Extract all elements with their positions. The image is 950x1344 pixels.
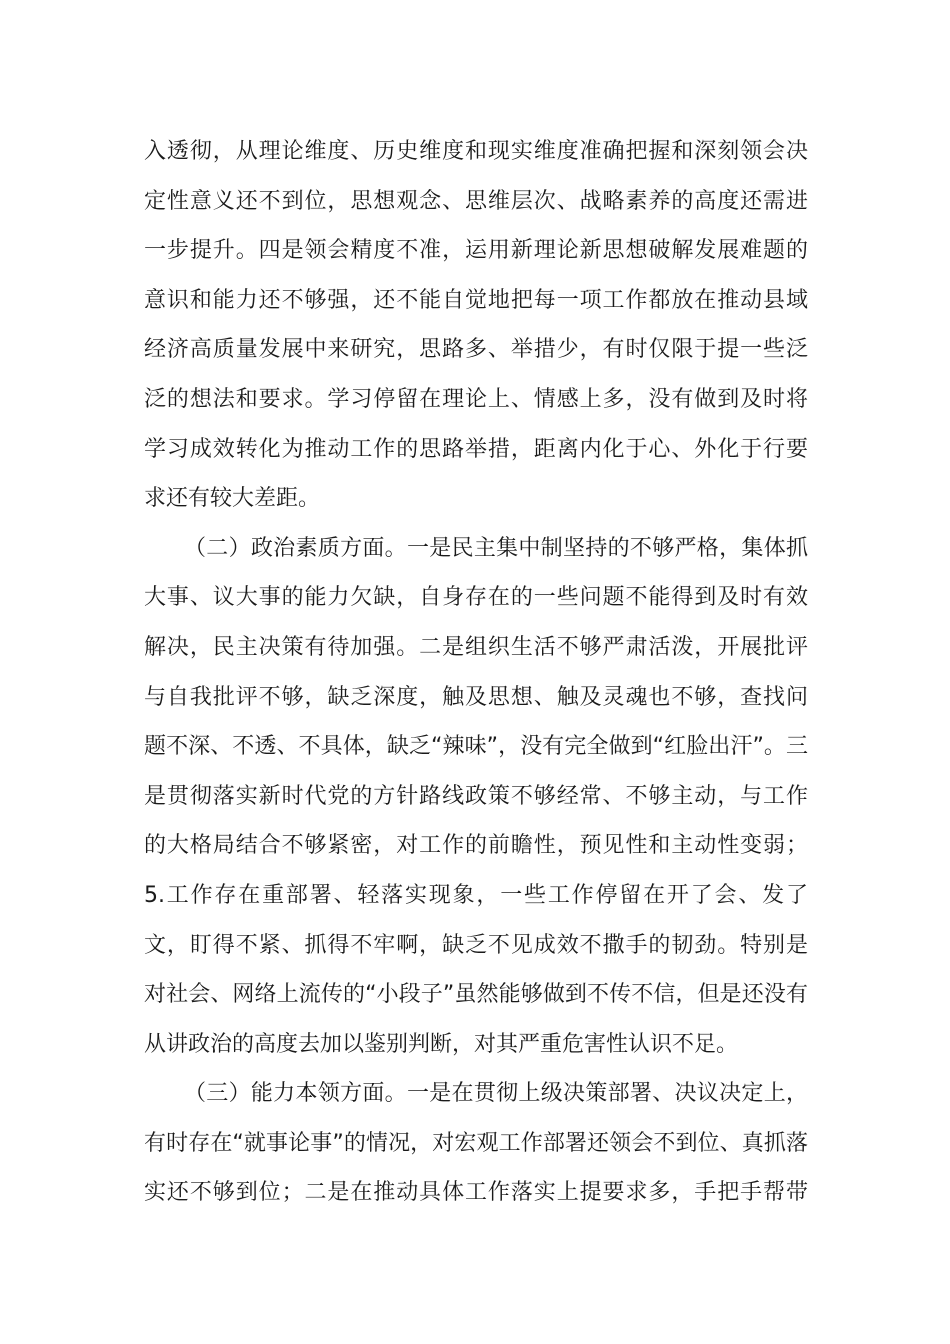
text-line: 对社会、网络上流传的“小段子”虽然能够做到不传不信，但是还没有 [144,982,808,1008]
section-heading-line: （二）政治素质方面。一是民主集中制坚持的不够严格，集体抓 [184,535,808,561]
text-line: 是贯彻落实新时代党的方针路线政策不够经常、不够主动，与工作 [144,783,808,809]
text-line: 实还不够到位；二是在推动具体工作落实上提要求多，手把手帮带 [144,1180,808,1206]
paragraph-1 [144,127,808,524]
text-line: 从讲政治的高度去加以鉴别判断，对其严重危害性认识不足。 [144,1031,739,1057]
text-line: 经济高质量发展中来研究，思路多、举措少，有时仅限于提一些泛 [144,337,808,363]
text-line: 的大格局结合不够紧密，对工作的前瞻性，预见性和主动性变弱； [144,833,808,859]
text-line: 5.工作存在重部署、轻落实现象，一些工作停留在开了会、发了 [144,882,808,908]
section-heading-line: （三）能力本领方面。一是在贯彻上级决策部署、决议决定上， [184,1081,808,1107]
text-line: 大事、议大事的能力欠缺，自身存在的一些问题不能得到及时有效 [144,585,808,611]
document-body [144,127,808,1218]
text-line: 解决，民主决策有待加强。二是组织生活不够严肃活泼，开展批评 [144,634,808,660]
text-line: 求还有较大差距。 [144,486,321,512]
text-line: 与自我批评不够，缺乏深度，触及思想、触及灵魂也不够，查找问 [144,684,808,710]
text-line: 意识和能力还不够强，还不能自觉地把每一项工作都放在推动县域 [144,287,808,313]
text-line: 文，盯得不紧、抓得不牢啊，缺乏不见成效不撒手的韧劲。特别是 [144,932,808,958]
text-line: 泛的想法和要求。学习停留在理论上、情感上多，没有做到及时将 [144,386,808,412]
text-line: 一步提升。四是领会精度不准，运用新理论新思想破解发展难题的 [144,238,808,264]
text-line: 入透彻，从理论维度、历史维度和现实维度准确把握和深刻领会决 [144,139,808,164]
text-line: 有时存在“就事论事”的情况，对宏观工作部署还领会不到位、真抓落 [144,1130,808,1156]
paragraph-2 [144,524,808,1070]
text-line: 题不深、不透、不具体，缺乏“辣味”，没有完全做到“红脸出汗”。三 [144,734,808,760]
text-line: 学习成效转化为推动工作的思路举措，距离内化于心、外化于行要 [144,436,808,462]
paragraph-3 [144,1069,808,1218]
text-line: 定性意义还不到位，思想观念、思维层次、战略素养的高度还需进 [144,188,808,214]
